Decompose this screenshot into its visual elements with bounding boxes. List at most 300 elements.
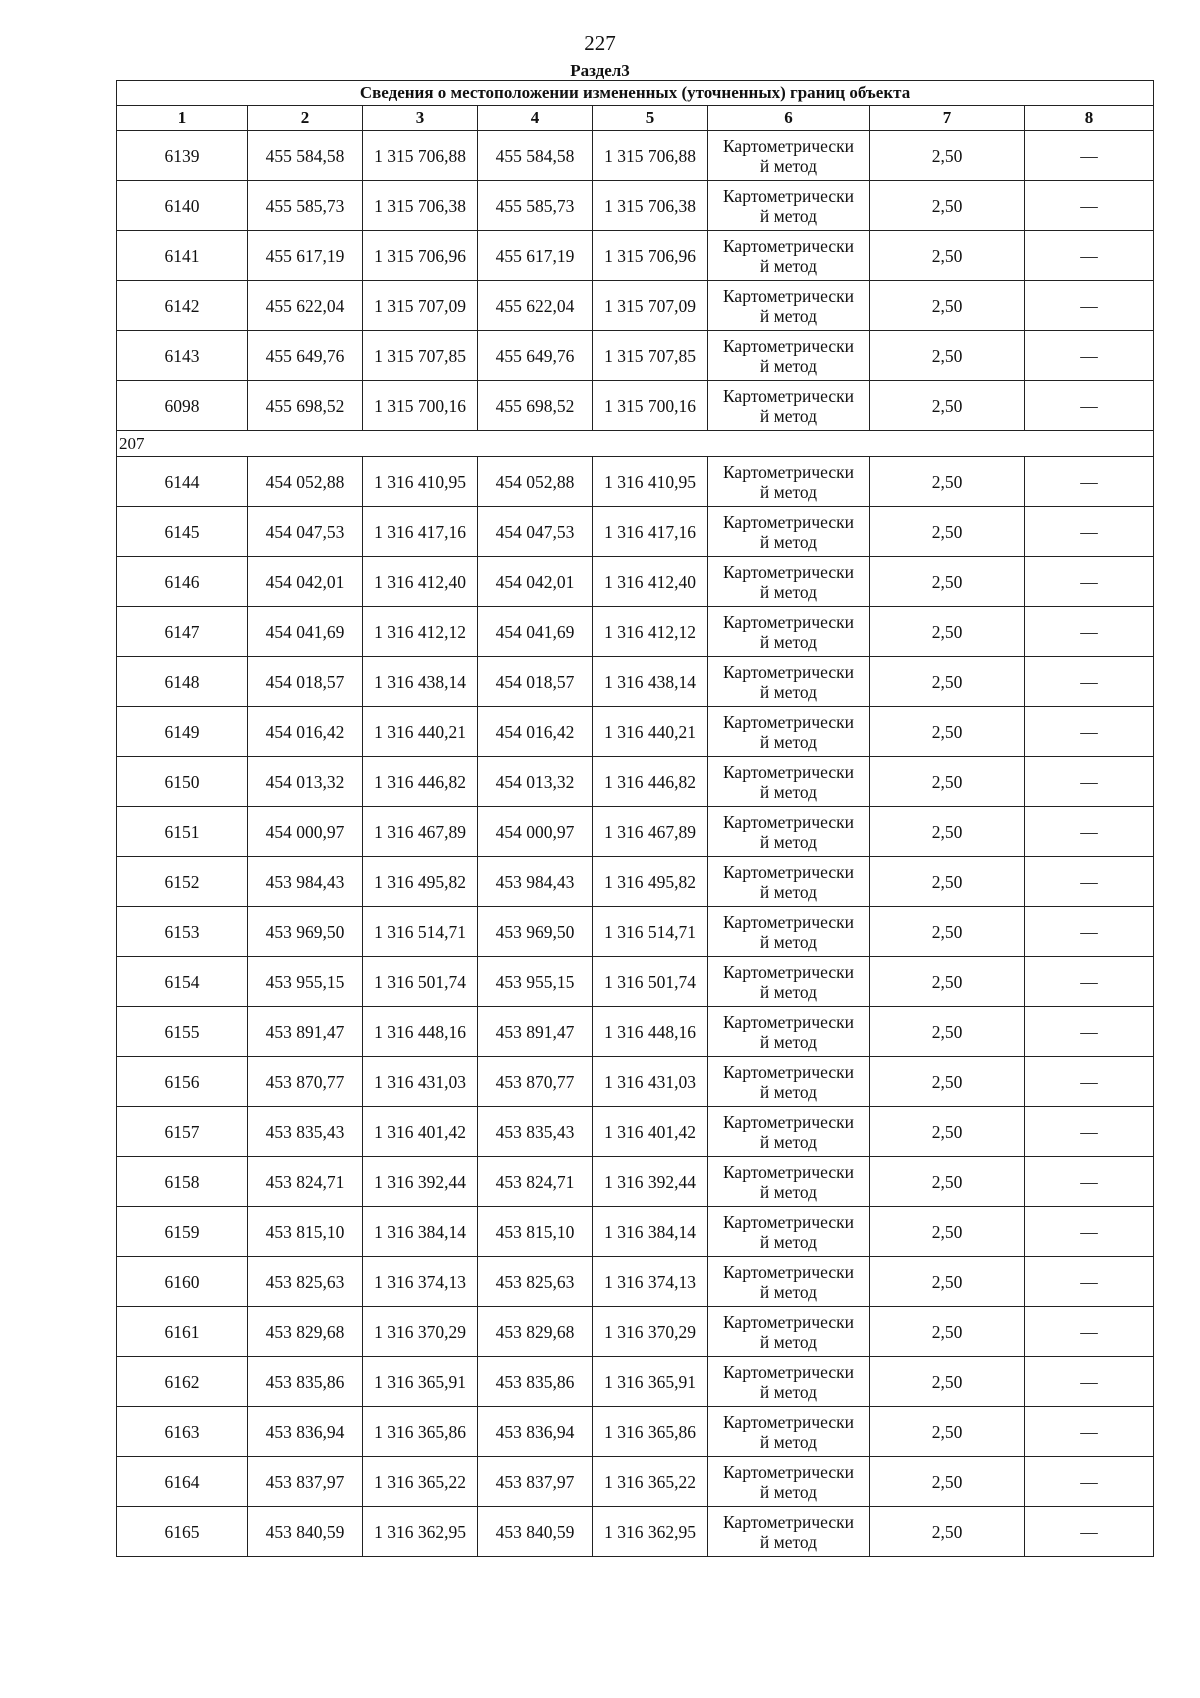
existing-y: 1 316 440,21 <box>363 707 478 757</box>
refined-y: 1 315 706,88 <box>593 131 708 181</box>
description-dash: — <box>1025 1107 1154 1157</box>
method-line2: й метод <box>759 1281 818 1302</box>
description-dash: — <box>1025 1357 1154 1407</box>
existing-y: 1 316 431,03 <box>363 1057 478 1107</box>
refined-x: 455 698,52 <box>478 381 593 431</box>
refined-y: 1 316 362,95 <box>593 1507 708 1557</box>
existing-x: 455 698,52 <box>248 381 363 431</box>
table-row <box>117 557 1154 607</box>
refined-y: 1 316 448,16 <box>593 1007 708 1057</box>
accuracy: 2,50 <box>870 957 1025 1007</box>
accuracy: 2,50 <box>870 707 1025 757</box>
method-line1: Картометрически <box>722 1461 855 1482</box>
refined-y: 1 316 365,22 <box>593 1457 708 1507</box>
method-line2: й метод <box>759 1531 818 1552</box>
table-row <box>117 1007 1154 1057</box>
method-line2: й метод <box>759 831 818 852</box>
method-cell <box>708 1157 870 1207</box>
coordinates-table <box>116 80 1154 1557</box>
existing-x: 453 824,71 <box>248 1157 363 1207</box>
existing-y: 1 316 401,42 <box>363 1107 478 1157</box>
method-cell <box>708 857 870 907</box>
point-number: 6145 <box>117 507 248 557</box>
description-dash: — <box>1025 457 1154 507</box>
description-dash: — <box>1025 707 1154 757</box>
table-title-row <box>117 81 1154 106</box>
refined-y: 1 316 374,13 <box>593 1257 708 1307</box>
existing-x: 453 984,43 <box>248 857 363 907</box>
accuracy: 2,50 <box>870 1057 1025 1107</box>
method-cell <box>708 381 870 431</box>
description-dash: — <box>1025 1057 1154 1107</box>
method-line1: Картометрически <box>722 1111 855 1132</box>
refined-x: 453 835,43 <box>478 1107 593 1157</box>
method-line2: й метод <box>759 581 818 602</box>
column-number: 3 <box>363 106 478 131</box>
method-line1: Картометрически <box>722 461 855 482</box>
point-number: 6156 <box>117 1057 248 1107</box>
method-line2: й метод <box>759 881 818 902</box>
point-number: 6141 <box>117 231 248 281</box>
existing-x: 453 840,59 <box>248 1507 363 1557</box>
table-row <box>117 181 1154 231</box>
method-cell <box>708 1457 870 1507</box>
method-line2: й метод <box>759 1131 818 1152</box>
accuracy: 2,50 <box>870 381 1025 431</box>
accuracy: 2,50 <box>870 131 1025 181</box>
method-line2: й метод <box>759 405 818 426</box>
existing-y: 1 316 446,82 <box>363 757 478 807</box>
method-line1: Картометрически <box>722 961 855 982</box>
accuracy: 2,50 <box>870 181 1025 231</box>
existing-x: 455 649,76 <box>248 331 363 381</box>
method-line1: Картометрически <box>722 135 855 156</box>
accuracy: 2,50 <box>870 331 1025 381</box>
method-cell <box>708 957 870 1007</box>
method-line2: й метод <box>759 931 818 952</box>
method-line1: Картометрически <box>722 611 855 632</box>
refined-y: 1 315 706,38 <box>593 181 708 231</box>
table-row <box>117 507 1154 557</box>
group-label: 207 <box>117 431 1154 457</box>
refined-y: 1 316 467,89 <box>593 807 708 857</box>
method-line2: й метод <box>759 1031 818 1052</box>
table-row <box>117 1307 1154 1357</box>
table-row <box>117 231 1154 281</box>
accuracy: 2,50 <box>870 1157 1025 1207</box>
existing-x: 455 585,73 <box>248 181 363 231</box>
existing-y: 1 316 365,86 <box>363 1407 478 1457</box>
table-title: Сведения о местоположении измененных (уточненных) границ объекта <box>117 81 1154 106</box>
point-number: 6142 <box>117 281 248 331</box>
column-number: 2 <box>248 106 363 131</box>
accuracy: 2,50 <box>870 1357 1025 1407</box>
refined-y: 1 316 384,14 <box>593 1207 708 1257</box>
point-number: 6162 <box>117 1357 248 1407</box>
method-cell <box>708 181 870 231</box>
description-dash: — <box>1025 607 1154 657</box>
method-line1: Картометрически <box>722 185 855 206</box>
table-row <box>117 1257 1154 1307</box>
table-row <box>117 757 1154 807</box>
existing-y: 1 316 417,16 <box>363 507 478 557</box>
point-number: 6098 <box>117 381 248 431</box>
point-number: 6159 <box>117 1207 248 1257</box>
method-cell <box>708 707 870 757</box>
method-cell <box>708 607 870 657</box>
table-row <box>117 457 1154 507</box>
existing-y: 1 315 707,09 <box>363 281 478 331</box>
method-cell <box>708 657 870 707</box>
refined-x: 453 870,77 <box>478 1057 593 1107</box>
existing-y: 1 315 700,16 <box>363 381 478 431</box>
column-number: 7 <box>870 106 1025 131</box>
method-cell <box>708 281 870 331</box>
existing-x: 453 815,10 <box>248 1207 363 1257</box>
point-number: 6153 <box>117 907 248 957</box>
description-dash: — <box>1025 231 1154 281</box>
method-line1: Картометрически <box>722 1411 855 1432</box>
existing-x: 454 018,57 <box>248 657 363 707</box>
table-row <box>117 1057 1154 1107</box>
existing-y: 1 316 467,89 <box>363 807 478 857</box>
table-row <box>117 707 1154 757</box>
point-number: 6164 <box>117 1457 248 1507</box>
method-line1: Картометрически <box>722 1511 855 1532</box>
method-line1: Картометрически <box>722 1361 855 1382</box>
description-dash: — <box>1025 1007 1154 1057</box>
existing-x: 455 622,04 <box>248 281 363 331</box>
method-line2: й метод <box>759 305 818 326</box>
accuracy: 2,50 <box>870 807 1025 857</box>
refined-x: 455 585,73 <box>478 181 593 231</box>
point-number: 6140 <box>117 181 248 231</box>
accuracy: 2,50 <box>870 657 1025 707</box>
refined-x: 454 013,32 <box>478 757 593 807</box>
refined-x: 454 000,97 <box>478 807 593 857</box>
method-cell <box>708 131 870 181</box>
existing-y: 1 316 374,13 <box>363 1257 478 1307</box>
method-cell <box>708 231 870 281</box>
refined-x: 454 047,53 <box>478 507 593 557</box>
refined-x: 454 052,88 <box>478 457 593 507</box>
existing-x: 453 836,94 <box>248 1407 363 1457</box>
method-cell <box>708 1407 870 1457</box>
accuracy: 2,50 <box>870 607 1025 657</box>
existing-y: 1 316 384,14 <box>363 1207 478 1257</box>
method-cell <box>708 1257 870 1307</box>
method-line1: Картометрически <box>722 235 855 256</box>
point-number: 6157 <box>117 1107 248 1157</box>
existing-y: 1 316 495,82 <box>363 857 478 907</box>
description-dash: — <box>1025 131 1154 181</box>
refined-y: 1 316 370,29 <box>593 1307 708 1357</box>
method-cell <box>708 1107 870 1157</box>
point-number: 6143 <box>117 331 248 381</box>
method-line1: Картометрически <box>722 911 855 932</box>
description-dash: — <box>1025 1507 1154 1557</box>
point-number: 6160 <box>117 1257 248 1307</box>
accuracy: 2,50 <box>870 557 1025 607</box>
existing-y: 1 315 707,85 <box>363 331 478 381</box>
table-row <box>117 857 1154 907</box>
accuracy: 2,50 <box>870 457 1025 507</box>
method-cell <box>708 1307 870 1357</box>
refined-y: 1 316 417,16 <box>593 507 708 557</box>
accuracy: 2,50 <box>870 857 1025 907</box>
accuracy: 2,50 <box>870 1507 1025 1557</box>
method-line2: й метод <box>759 1181 818 1202</box>
method-line2: й метод <box>759 1331 818 1352</box>
method-line1: Картометрически <box>722 1261 855 1282</box>
refined-x: 453 836,94 <box>478 1407 593 1457</box>
existing-x: 455 584,58 <box>248 131 363 181</box>
existing-y: 1 316 370,29 <box>363 1307 478 1357</box>
description-dash: — <box>1025 181 1154 231</box>
table-row <box>117 381 1154 431</box>
table-row <box>117 131 1154 181</box>
method-line1: Картометрически <box>722 511 855 532</box>
accuracy: 2,50 <box>870 507 1025 557</box>
refined-x: 454 018,57 <box>478 657 593 707</box>
existing-x: 453 835,43 <box>248 1107 363 1157</box>
refined-y: 1 316 446,82 <box>593 757 708 807</box>
column-number: 6 <box>708 106 870 131</box>
existing-x: 453 969,50 <box>248 907 363 957</box>
method-line1: Картометрически <box>722 561 855 582</box>
refined-x: 453 824,71 <box>478 1157 593 1207</box>
refined-y: 1 316 412,40 <box>593 557 708 607</box>
column-number: 5 <box>593 106 708 131</box>
existing-y: 1 316 365,91 <box>363 1357 478 1407</box>
method-line1: Картометрически <box>722 1161 855 1182</box>
method-line1: Картометрически <box>722 861 855 882</box>
column-number: 1 <box>117 106 248 131</box>
method-cell <box>708 557 870 607</box>
method-line2: й метод <box>759 631 818 652</box>
existing-x: 453 870,77 <box>248 1057 363 1107</box>
table-row <box>117 807 1154 857</box>
method-line1: Картометрически <box>722 1211 855 1232</box>
method-line1: Картометрически <box>722 661 855 682</box>
method-line1: Картометрически <box>722 811 855 832</box>
description-dash: — <box>1025 381 1154 431</box>
table-row <box>117 1357 1154 1407</box>
point-number: 6163 <box>117 1407 248 1457</box>
table-row <box>117 1207 1154 1257</box>
existing-y: 1 316 448,16 <box>363 1007 478 1057</box>
existing-x: 453 955,15 <box>248 957 363 1007</box>
point-number: 6158 <box>117 1157 248 1207</box>
point-number: 6146 <box>117 557 248 607</box>
method-line2: й метод <box>759 781 818 802</box>
refined-x: 453 955,15 <box>478 957 593 1007</box>
refined-x: 453 891,47 <box>478 1007 593 1057</box>
refined-x: 455 617,19 <box>478 231 593 281</box>
existing-y: 1 316 438,14 <box>363 657 478 707</box>
refined-y: 1 316 438,14 <box>593 657 708 707</box>
method-line2: й метод <box>759 681 818 702</box>
method-line2: й метод <box>759 981 818 1002</box>
existing-y: 1 316 392,44 <box>363 1157 478 1207</box>
point-number: 6154 <box>117 957 248 1007</box>
description-dash: — <box>1025 1457 1154 1507</box>
description-dash: — <box>1025 807 1154 857</box>
page-number: 227 <box>584 31 616 55</box>
accuracy: 2,50 <box>870 1207 1025 1257</box>
refined-x: 453 815,10 <box>478 1207 593 1257</box>
group-row <box>117 431 1154 457</box>
point-number: 6161 <box>117 1307 248 1357</box>
method-line2: й метод <box>759 1081 818 1102</box>
refined-y: 1 316 514,71 <box>593 907 708 957</box>
existing-x: 454 041,69 <box>248 607 363 657</box>
table-row <box>117 657 1154 707</box>
existing-x: 453 829,68 <box>248 1307 363 1357</box>
method-line2: й метод <box>759 355 818 376</box>
point-number: 6147 <box>117 607 248 657</box>
method-line2: й метод <box>759 1481 818 1502</box>
method-cell <box>708 1057 870 1107</box>
method-cell <box>708 807 870 857</box>
method-line2: й метод <box>759 531 818 552</box>
refined-x: 453 969,50 <box>478 907 593 957</box>
method-line2: й метод <box>759 1381 818 1402</box>
existing-y: 1 316 362,95 <box>363 1507 478 1557</box>
method-line2: й метод <box>759 205 818 226</box>
method-line2: й метод <box>759 731 818 752</box>
method-line2: й метод <box>759 481 818 502</box>
description-dash: — <box>1025 1257 1154 1307</box>
refined-y: 1 315 706,96 <box>593 231 708 281</box>
description-dash: — <box>1025 281 1154 331</box>
method-line2: й метод <box>759 255 818 276</box>
refined-y: 1 316 365,86 <box>593 1407 708 1457</box>
refined-y: 1 316 392,44 <box>593 1157 708 1207</box>
refined-x: 455 622,04 <box>478 281 593 331</box>
refined-y: 1 316 431,03 <box>593 1057 708 1107</box>
refined-x: 454 016,42 <box>478 707 593 757</box>
refined-x: 453 837,97 <box>478 1457 593 1507</box>
method-cell <box>708 1007 870 1057</box>
existing-x: 454 052,88 <box>248 457 363 507</box>
method-cell <box>708 1507 870 1557</box>
method-line2: й метод <box>759 155 818 176</box>
point-number: 6151 <box>117 807 248 857</box>
method-cell <box>708 757 870 807</box>
existing-x: 453 837,97 <box>248 1457 363 1507</box>
accuracy: 2,50 <box>870 281 1025 331</box>
refined-x: 453 835,86 <box>478 1357 593 1407</box>
method-cell <box>708 1207 870 1257</box>
existing-y: 1 316 514,71 <box>363 907 478 957</box>
existing-x: 454 047,53 <box>248 507 363 557</box>
accuracy: 2,50 <box>870 1457 1025 1507</box>
table-row <box>117 1407 1154 1457</box>
method-line1: Картометрически <box>722 285 855 306</box>
table-row <box>117 1107 1154 1157</box>
method-cell <box>708 507 870 557</box>
description-dash: — <box>1025 1307 1154 1357</box>
description-dash: — <box>1025 507 1154 557</box>
description-dash: — <box>1025 1207 1154 1257</box>
point-number: 6149 <box>117 707 248 757</box>
description-dash: — <box>1025 857 1154 907</box>
refined-y: 1 315 707,85 <box>593 331 708 381</box>
method-line2: й метод <box>759 1431 818 1452</box>
existing-x: 454 013,32 <box>248 757 363 807</box>
existing-x: 454 042,01 <box>248 557 363 607</box>
table-row <box>117 1157 1154 1207</box>
method-line1: Картометрически <box>722 711 855 732</box>
existing-x: 453 891,47 <box>248 1007 363 1057</box>
column-number: 8 <box>1025 106 1154 131</box>
method-line1: Картометрически <box>722 1061 855 1082</box>
table-row <box>117 957 1154 1007</box>
section-title: Раздел3 <box>570 61 630 80</box>
existing-y: 1 316 412,12 <box>363 607 478 657</box>
refined-x: 454 042,01 <box>478 557 593 607</box>
existing-x: 453 825,63 <box>248 1257 363 1307</box>
refined-x: 455 584,58 <box>478 131 593 181</box>
accuracy: 2,50 <box>870 757 1025 807</box>
refined-y: 1 315 707,09 <box>593 281 708 331</box>
accuracy: 2,50 <box>870 1407 1025 1457</box>
accuracy: 2,50 <box>870 231 1025 281</box>
existing-y: 1 316 501,74 <box>363 957 478 1007</box>
point-number: 6144 <box>117 457 248 507</box>
description-dash: — <box>1025 1157 1154 1207</box>
accuracy: 2,50 <box>870 1107 1025 1157</box>
existing-y: 1 316 365,22 <box>363 1457 478 1507</box>
table-row <box>117 1507 1154 1557</box>
accuracy: 2,50 <box>870 1257 1025 1307</box>
description-dash: — <box>1025 657 1154 707</box>
refined-x: 454 041,69 <box>478 607 593 657</box>
method-line1: Картометрически <box>722 1311 855 1332</box>
table-body <box>117 131 1154 1557</box>
method-line1: Картометрически <box>722 1011 855 1032</box>
existing-y: 1 316 412,40 <box>363 557 478 607</box>
refined-x: 453 984,43 <box>478 857 593 907</box>
refined-y: 1 316 401,42 <box>593 1107 708 1157</box>
table-row <box>117 1457 1154 1507</box>
refined-x: 455 649,76 <box>478 331 593 381</box>
refined-y: 1 316 410,95 <box>593 457 708 507</box>
description-dash: — <box>1025 557 1154 607</box>
refined-x: 453 840,59 <box>478 1507 593 1557</box>
description-dash: — <box>1025 1407 1154 1457</box>
refined-y: 1 316 412,12 <box>593 607 708 657</box>
description-dash: — <box>1025 757 1154 807</box>
existing-x: 453 835,86 <box>248 1357 363 1407</box>
point-number: 6139 <box>117 131 248 181</box>
refined-y: 1 316 440,21 <box>593 707 708 757</box>
column-number: 4 <box>478 106 593 131</box>
accuracy: 2,50 <box>870 1007 1025 1057</box>
method-line2: й метод <box>759 1231 818 1252</box>
existing-y: 1 315 706,88 <box>363 131 478 181</box>
existing-x: 454 000,97 <box>248 807 363 857</box>
point-number: 6150 <box>117 757 248 807</box>
existing-y: 1 316 410,95 <box>363 457 478 507</box>
table-row <box>117 331 1154 381</box>
accuracy: 2,50 <box>870 1307 1025 1357</box>
table-row <box>117 607 1154 657</box>
method-line1: Картометрически <box>722 761 855 782</box>
refined-x: 453 825,63 <box>478 1257 593 1307</box>
description-dash: — <box>1025 907 1154 957</box>
